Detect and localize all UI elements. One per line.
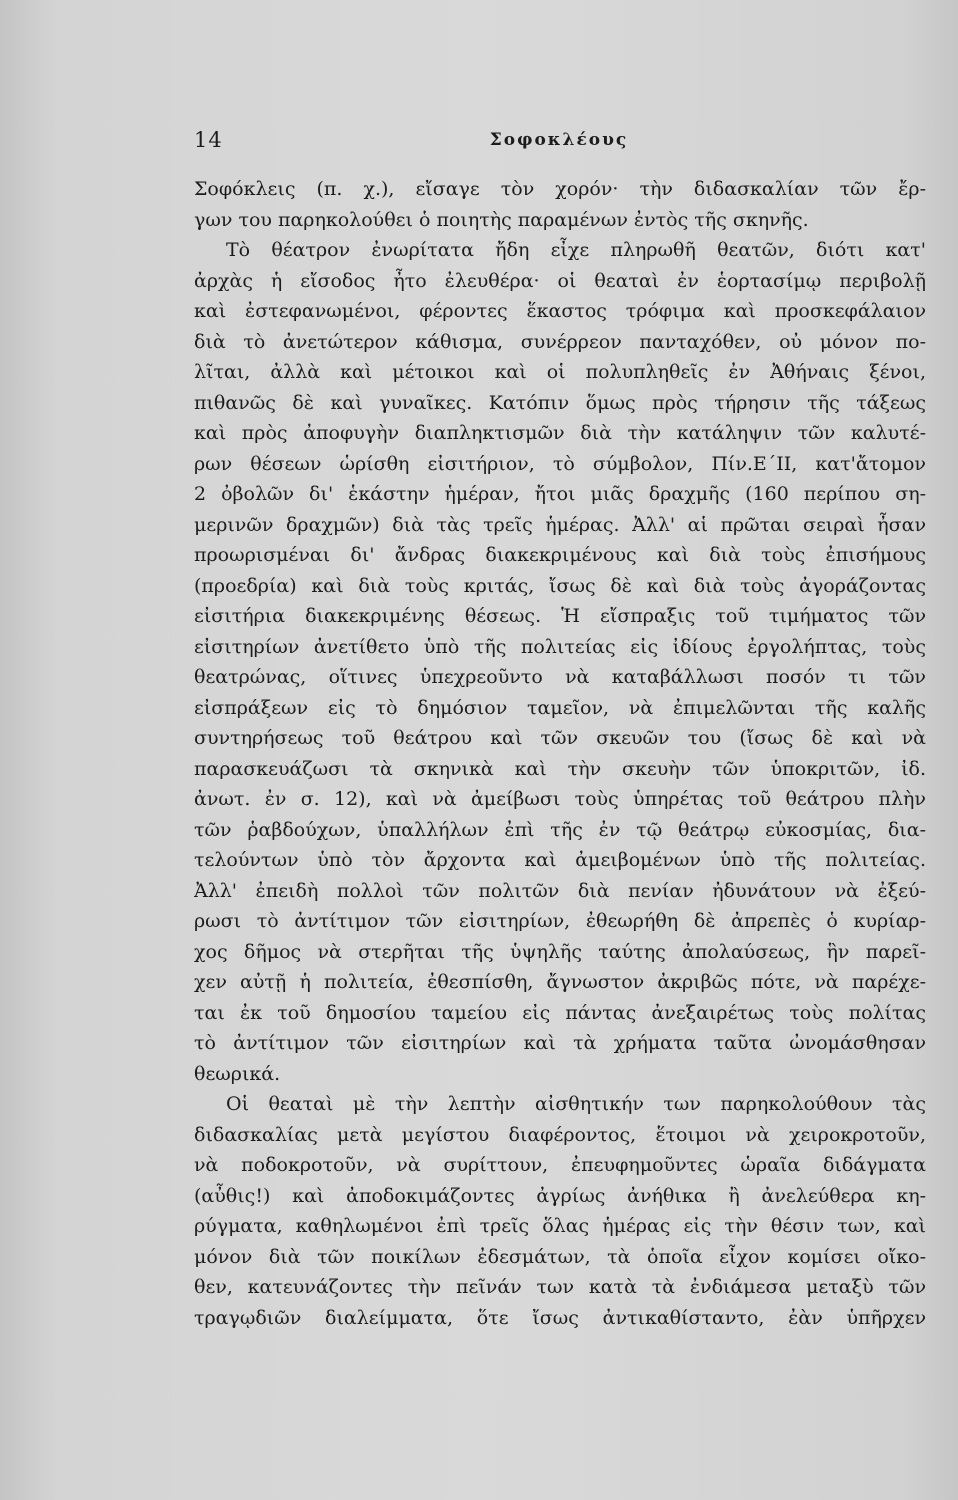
text-line: ται ἐκ τοῦ δημοσίου ταμείου εἰς πάντας ἀνεξαιρέτως τοὺς πολίτας (194, 1001, 926, 1024)
text-line: καὶ ἐστεφανωμένοι, φέροντες ἕκαστος τρόφιμα καὶ προσκεφάλαιον (194, 300, 926, 322)
text-line: τελούντων ὑπὸ τὸν ἄρχοντα καὶ ἀμειβομένων ὑπὸ τῆς πολιτείας. (194, 849, 926, 871)
text-line: μερινῶν δραχμῶν) διὰ τὰς τρεῖς ἡμέρας. Ἀλλ' αἱ πρῶται σειραὶ ἦσαν (194, 513, 926, 536)
text-line: (προεδρία) καὶ διὰ τοὺς κριτάς, ἴσως δὲ καὶ διὰ τοὺς ἀγοράζοντας (194, 574, 926, 597)
text-line: Σοφόκλεις (π. χ.), εἴσαγε τὸν χορόν· τὴν διδασκαλίαν τῶν ἔρ- (194, 178, 926, 200)
text-line: λῖται, ἀλλὰ καὶ μέτοικοι καὶ οἱ πολυπληθεῖς ἐν Ἀθήναις ξένοι, (194, 361, 926, 383)
text-line: εἰσπράξεων εἰς τὸ δημόσιον ταμεῖον, νὰ ἐπιμελῶνται τῆς καλῆς (194, 696, 926, 719)
text-line: διδασκαλίας μετὰ μεγίστου διαφέροντος, ἕτοιμοι νὰ χειροκροτοῦν, (194, 1123, 926, 1146)
text-line: χος δῆμος νὰ στερῆται τῆς ὑψηλῆς ταύτης ἀπολαύσεως, ἣν παρεῖ- (194, 940, 926, 963)
text-line: διὰ τὸ ἀνετώτερον κάθισμα, συνέρρεον πανταχόθεν, οὐ μόνον πο- (194, 330, 926, 353)
text-line: θεατρώνας, οἵτινες ὑπεχρεοῦντο νὰ καταβάλλωσι ποσόν τι τῶν (194, 666, 926, 688)
text-line: θεωρικά. (194, 1062, 281, 1085)
page-number: 14 (194, 128, 223, 152)
text-line: Οἱ θεαταὶ μὲ τὴν λεπτὴν αἰσθητικήν των παρηκολούθουν τὰς (226, 1093, 926, 1115)
text-line: συντηρήσεως τοῦ θεάτρου καὶ τῶν σκευῶν του (ἴσως δὲ καὶ νὰ (194, 727, 926, 749)
text-line: μόνον διὰ τῶν ποικίλων ἐδεσμάτων, τὰ ὁποῖα εἶχον κομίσει οἴκο- (194, 1245, 926, 1268)
text-line: παρασκευάζωσι τὰ σκηνικὰ καὶ τὴν σκευὴν τῶν ὑποκριτῶν, ἰδ. (194, 757, 926, 780)
text-line: (αὖθις!) καὶ ἀποδοκιμάζοντες ἀγρίως ἀνήθικα ἢ ἀνελεύθερα κη- (194, 1184, 926, 1207)
text-line: Ἀλλ' ἐπειδὴ πολλοὶ τῶν πολιτῶν διὰ πενίαν ἠδυνάτουν νὰ ἐξεύ- (194, 879, 926, 902)
running-head (194, 128, 924, 158)
text-line: εἰσιτήρια διακεκριμένης θέσεως. Ἡ εἴσπραξις τοῦ τιμήματος τῶν (194, 605, 926, 627)
running-title: Σοφοκλέους (489, 130, 629, 150)
text-line: ρωσι τὸ ἀντίτιμον τῶν εἰσιτηρίων, ἐθεωρήθη δὲ ἀπρεπὲς ὁ κυρίαρ- (194, 910, 926, 932)
text-line: τὸ ἀντίτιμον τῶν εἰσιτηρίων καὶ τὰ χρήματα ταῦτα ὠνομάσθησαν (194, 1032, 926, 1054)
text-line: ἀνωτ. ἐν σ. 12), καὶ νὰ ἀμείβωσι τοὺς ὑπηρέτας τοῦ θεάτρου πλὴν (194, 788, 926, 810)
text-line: ρων θέσεων ὡρίσθη εἰσιτήριον, τὸ σύμβολον, Πίν.Ε΄ΙΙ, κατ'ἄτομον (194, 452, 926, 475)
text-line: ἀρχὰς ἡ εἴσοδος ἦτο ἐλευθέρα· οἱ θεαταὶ ἐν ἑορτασίμῳ περιβολῇ (194, 269, 926, 292)
text-line: τῶν ῥαβδούχων, ὑπαλλήλων ἐπὶ τῆς ἐν τῷ θεάτρῳ εὐκοσμίας, δια- (194, 818, 926, 841)
text-line: νὰ ποδοκροτοῦν, νὰ συρίττουν, ἐπευφημοῦντες ὡραῖα διδάγματα (194, 1154, 926, 1176)
text-line: εἰσιτηρίων ἀνετίθετο ὑπὸ τῆς πολιτείας εἰς ἰδίους ἐργολήπτας, τοὺς (194, 635, 926, 658)
text-line: ρύγματα, καθηλωμένοι ἐπὶ τρεῖς ὅλας ἡμέρας εἰς τὴν θέσιν των, καὶ (194, 1215, 926, 1237)
text-line: τραγῳδιῶν διαλείμματα, ὅτε ἴσως ἀντικαθίσταντο, ἐὰν ὑπῆρχεν (194, 1306, 926, 1329)
text-line: 2 ὀβολῶν δι' ἑκάστην ἡμέραν, ἤτοι μιᾶς δραχμῆς (160 περίπου ση- (194, 483, 926, 505)
body-text (194, 174, 926, 1333)
text-line: πιθανῶς δὲ καὶ γυναῖκες. Κατόπιν ὅμως πρὸς τήρησιν τῆς τάξεως (194, 391, 926, 414)
text-line: καὶ πρὸς ἀποφυγὴν διαπληκτισμῶν διὰ τὴν κατάληψιν τῶν καλυτέ- (194, 422, 926, 444)
text-line: γων του παρηκολούθει ὁ ποιητὴς παραμένων ἐντὸς τῆς σκηνῆς. (194, 208, 809, 231)
text-line: Τὸ θέατρον ἐνωρίτατα ἤδη εἶχε πληρωθῆ θεατῶν, διότι κατ' (226, 239, 926, 261)
text-line: χεν αὐτῇ ἡ πολιτεία, ἐθεσπίσθη, ἄγνωστον ἀκριβῶς πότε, νὰ παρέχε- (194, 971, 926, 993)
text-line: θεν, κατευνάζοντες τὴν πεῖνάν των κατὰ τὰ ἐνδιάμεσα μεταξὺ τῶν (194, 1276, 926, 1298)
text-line: προωρισμέναι δι' ἄνδρας διακεκριμένους καὶ διὰ τοὺς ἐπισήμους (194, 544, 926, 566)
